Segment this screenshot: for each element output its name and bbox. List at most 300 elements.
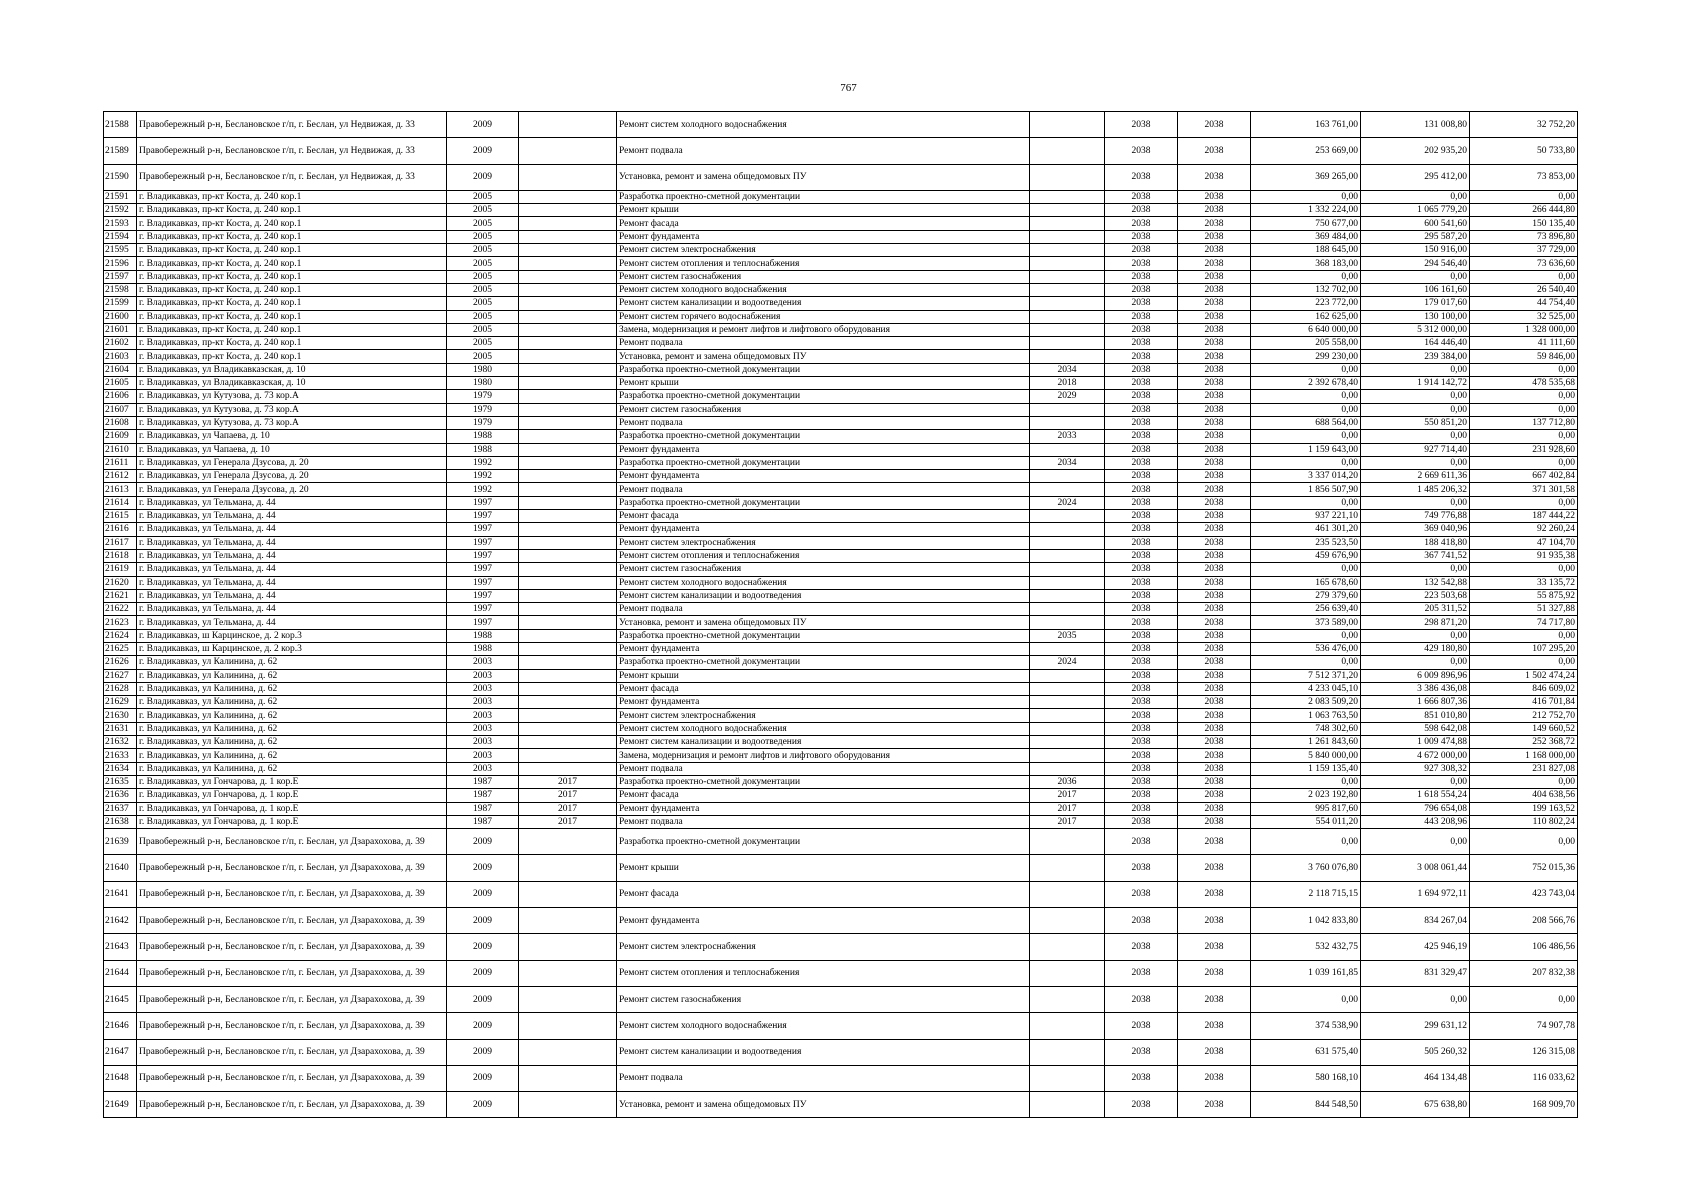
cell-address: г. Владикавказ, ул Тельмана, д. 44	[137, 616, 447, 629]
cell-total-cost: 1 039 161,85	[1251, 960, 1361, 986]
cell-build-year: 1988	[447, 443, 519, 456]
cell-build-year: 2005	[447, 310, 519, 323]
cell-work-type: Ремонт систем отопления и теплоснабжения	[617, 549, 1030, 562]
table-row	[104, 430, 1578, 443]
cell-work-type: Разработка проектно-сметной документации	[617, 390, 1030, 403]
cell-build-year: 2009	[447, 112, 519, 138]
cell-work-type: Ремонт подвала	[617, 603, 1030, 616]
cell-id: 21591	[104, 190, 137, 203]
cell-start-year: 2038	[1105, 244, 1178, 257]
cell-fund-cost: 205 311,52	[1361, 603, 1470, 616]
cell-address: г. Владикавказ, ул Чапаева, д. 10	[137, 443, 447, 456]
cell-build-year: 1997	[447, 576, 519, 589]
cell-work-type: Ремонт систем электроснабжения	[617, 536, 1030, 549]
cell-last-repair-year	[519, 1039, 617, 1065]
cell-last-repair-year	[519, 510, 617, 523]
cell-address: Правобережный р-н, Беслановское г/п, г. Беслан, ул Дзарахохова, д. 39	[137, 960, 447, 986]
cell-address: Правобережный р-н, Беслановское г/п, г. Беслан, ул Дзарахохова, д. 39	[137, 1065, 447, 1091]
cell-total-cost: 4 233 045,10	[1251, 682, 1361, 695]
cell-work-type: Ремонт систем газоснабжения	[617, 563, 1030, 576]
cell-fund-cost: 443 208,96	[1361, 815, 1470, 828]
cell-start-year: 2038	[1105, 363, 1178, 376]
cell-owner-cost: 107 295,20	[1470, 642, 1578, 655]
cell-end-year: 2038	[1178, 138, 1251, 164]
page-number: 767	[840, 82, 857, 94]
cell-address: Правобережный р-н, Беслановское г/п, г. Беслан, ул Дзарахохова, д. 39	[137, 855, 447, 881]
cell-planned-year	[1030, 270, 1105, 283]
cell-work-type: Ремонт фундамента	[617, 230, 1030, 243]
cell-work-type: Ремонт систем холодного водоснабжения	[617, 576, 1030, 589]
cell-planned-year: 2024	[1030, 496, 1105, 509]
cell-planned-year	[1030, 138, 1105, 164]
cell-id: 21610	[104, 443, 137, 456]
cell-owner-cost: 0,00	[1470, 390, 1578, 403]
cell-start-year: 2038	[1105, 496, 1178, 509]
cell-id: 21641	[104, 881, 137, 907]
cell-last-repair-year	[519, 589, 617, 602]
cell-build-year: 1997	[447, 563, 519, 576]
cell-planned-year: 2017	[1030, 789, 1105, 802]
cell-planned-year	[1030, 323, 1105, 336]
cell-end-year: 2038	[1178, 217, 1251, 230]
cell-start-year: 2038	[1105, 403, 1178, 416]
cell-start-year: 2038	[1105, 456, 1178, 469]
cell-id: 21614	[104, 496, 137, 509]
cell-fund-cost: 0,00	[1361, 430, 1470, 443]
cell-fund-cost: 0,00	[1361, 775, 1470, 788]
cell-fund-cost: 3 386 436,08	[1361, 682, 1470, 695]
cell-last-repair-year	[519, 257, 617, 270]
cell-work-type: Ремонт фундамента	[617, 642, 1030, 655]
cell-address: г. Владикавказ, ул Калинина, д. 62	[137, 669, 447, 682]
cell-last-repair-year	[519, 549, 617, 562]
cell-owner-cost: 207 832,38	[1470, 960, 1578, 986]
cell-owner-cost: 92 260,24	[1470, 523, 1578, 536]
cell-work-type: Ремонт подвала	[617, 1065, 1030, 1091]
cell-fund-cost: 367 741,52	[1361, 549, 1470, 562]
cell-total-cost: 0,00	[1251, 629, 1361, 642]
cell-last-repair-year	[519, 390, 617, 403]
cell-owner-cost: 0,00	[1470, 829, 1578, 855]
table-row	[104, 230, 1578, 243]
cell-end-year: 2038	[1178, 283, 1251, 296]
cell-end-year: 2038	[1178, 855, 1251, 881]
cell-owner-cost: 50 733,80	[1470, 138, 1578, 164]
cell-planned-year	[1030, 230, 1105, 243]
cell-build-year: 2005	[447, 337, 519, 350]
cell-total-cost: 3 760 076,80	[1251, 855, 1361, 881]
cell-end-year: 2038	[1178, 815, 1251, 828]
cell-last-repair-year	[519, 416, 617, 429]
cell-work-type: Ремонт систем холодного водоснабжения	[617, 722, 1030, 735]
cell-owner-cost: 0,00	[1470, 775, 1578, 788]
cell-last-repair-year	[519, 616, 617, 629]
cell-total-cost: 369 484,00	[1251, 230, 1361, 243]
table-row	[104, 350, 1578, 363]
cell-address: Правобережный р-н, Беслановское г/п, г. Беслан, ул Дзарахохова, д. 39	[137, 1092, 447, 1118]
cell-build-year: 2009	[447, 960, 519, 986]
cell-id: 21599	[104, 297, 137, 310]
cell-total-cost: 162 625,00	[1251, 310, 1361, 323]
cell-address: г. Владикавказ, ул Владикавказская, д. 10	[137, 363, 447, 376]
cell-total-cost: 2 023 192,80	[1251, 789, 1361, 802]
cell-end-year: 2038	[1178, 1039, 1251, 1065]
cell-id: 21612	[104, 470, 137, 483]
cell-work-type: Ремонт систем канализации и водоотведения	[617, 297, 1030, 310]
cell-work-type: Ремонт систем отопления и теплоснабжения	[617, 960, 1030, 986]
cell-build-year: 2005	[447, 257, 519, 270]
cell-owner-cost: 41 111,60	[1470, 337, 1578, 350]
cell-start-year: 2038	[1105, 815, 1178, 828]
cell-start-year: 2038	[1105, 430, 1178, 443]
cell-build-year: 2005	[447, 270, 519, 283]
cell-planned-year: 2017	[1030, 802, 1105, 815]
cell-fund-cost: 0,00	[1361, 629, 1470, 642]
cell-work-type: Установка, ремонт и замена общедомовых ПУ	[617, 350, 1030, 363]
cell-fund-cost: 0,00	[1361, 456, 1470, 469]
cell-build-year: 2005	[447, 204, 519, 217]
cell-work-type: Ремонт подвала	[617, 483, 1030, 496]
cell-address: Правобережный р-н, Беслановское г/п, г. Беслан, ул Дзарахохова, д. 39	[137, 986, 447, 1012]
table-row	[104, 682, 1578, 695]
cell-planned-year: 2033	[1030, 430, 1105, 443]
cell-id: 21622	[104, 603, 137, 616]
cell-total-cost: 373 589,00	[1251, 616, 1361, 629]
cell-address: г. Владикавказ, ш Карцинское, д. 2 кор.3	[137, 629, 447, 642]
cell-end-year: 2038	[1178, 337, 1251, 350]
cell-id: 21611	[104, 456, 137, 469]
cell-work-type: Замена, модернизация и ремонт лифтов и лифтового оборудования	[617, 749, 1030, 762]
cell-address: Правобережный р-н, Беслановское г/п, г. Беслан, ул Дзарахохова, д. 39	[137, 881, 447, 907]
cell-fund-cost: 505 260,32	[1361, 1039, 1470, 1065]
cell-id: 21596	[104, 257, 137, 270]
cell-start-year: 2038	[1105, 536, 1178, 549]
cell-fund-cost: 0,00	[1361, 656, 1470, 669]
cell-end-year: 2038	[1178, 736, 1251, 749]
cell-last-repair-year	[519, 709, 617, 722]
cell-last-repair-year	[519, 190, 617, 203]
cell-total-cost: 459 676,90	[1251, 549, 1361, 562]
cell-end-year: 2038	[1178, 323, 1251, 336]
cell-owner-cost: 26 540,40	[1470, 283, 1578, 296]
cell-address: г. Владикавказ, ш Карцинское, д. 2 кор.3	[137, 642, 447, 655]
cell-end-year: 2038	[1178, 204, 1251, 217]
cell-work-type: Ремонт систем отопления и теплоснабжения	[617, 257, 1030, 270]
cell-work-type: Ремонт систем холодного водоснабжения	[617, 1013, 1030, 1039]
cell-total-cost: 461 301,20	[1251, 523, 1361, 536]
cell-last-repair-year	[519, 762, 617, 775]
cell-end-year: 2038	[1178, 297, 1251, 310]
cell-address: г. Владикавказ, ул Тельмана, д. 44	[137, 496, 447, 509]
cell-end-year: 2038	[1178, 829, 1251, 855]
cell-fund-cost: 1 009 474,88	[1361, 736, 1470, 749]
cell-address: Правобережный р-н, Беслановское г/п, г. Беслан, ул Дзарахохова, д. 39	[137, 908, 447, 934]
cell-fund-cost: 130 100,00	[1361, 310, 1470, 323]
cell-total-cost: 0,00	[1251, 190, 1361, 203]
cell-id: 21615	[104, 510, 137, 523]
cell-work-type: Ремонт крыши	[617, 669, 1030, 682]
cell-start-year: 2038	[1105, 960, 1178, 986]
cell-planned-year: 2036	[1030, 775, 1105, 788]
cell-start-year: 2038	[1105, 257, 1178, 270]
cell-id: 21595	[104, 244, 137, 257]
table-row	[104, 815, 1578, 828]
cell-address: г. Владикавказ, пр-кт Коста, д. 240 кор.1	[137, 204, 447, 217]
cell-owner-cost: 199 163,52	[1470, 802, 1578, 815]
cell-work-type: Разработка проектно-сметной документации	[617, 775, 1030, 788]
cell-id: 21636	[104, 789, 137, 802]
cell-address: г. Владикавказ, ул Гончарова, д. 1 кор.Е	[137, 789, 447, 802]
table-body	[104, 112, 1578, 1118]
cell-owner-cost: 73 853,00	[1470, 164, 1578, 190]
cell-total-cost: 532 432,75	[1251, 934, 1361, 960]
cell-planned-year: 2035	[1030, 629, 1105, 642]
cell-work-type: Ремонт фундамента	[617, 802, 1030, 815]
cell-work-type: Ремонт систем холодного водоснабжения	[617, 112, 1030, 138]
cell-owner-cost: 74 907,78	[1470, 1013, 1578, 1039]
cell-id: 21637	[104, 802, 137, 815]
cell-address: г. Владикавказ, ул Тельмана, д. 44	[137, 576, 447, 589]
cell-id: 21616	[104, 523, 137, 536]
cell-build-year: 2005	[447, 350, 519, 363]
cell-work-type: Разработка проектно-сметной документации	[617, 190, 1030, 203]
table-row	[104, 112, 1578, 138]
cell-build-year: 2003	[447, 736, 519, 749]
cell-start-year: 2038	[1105, 217, 1178, 230]
cell-start-year: 2038	[1105, 669, 1178, 682]
cell-planned-year	[1030, 403, 1105, 416]
cell-planned-year	[1030, 297, 1105, 310]
cell-owner-cost: 73 636,60	[1470, 257, 1578, 270]
cell-fund-cost: 927 308,32	[1361, 762, 1470, 775]
cell-address: г. Владикавказ, ул Генерала Дзусова, д. 20	[137, 456, 447, 469]
table-row	[104, 855, 1578, 881]
table-row	[104, 722, 1578, 735]
cell-address: г. Владикавказ, пр-кт Коста, д. 240 кор.1	[137, 230, 447, 243]
cell-address: Правобережный р-н, Беслановское г/п, г. Беслан, ул Дзарахохова, д. 39	[137, 1039, 447, 1065]
cell-last-repair-year	[519, 363, 617, 376]
cell-total-cost: 748 302,60	[1251, 722, 1361, 735]
cell-build-year: 2003	[447, 749, 519, 762]
cell-fund-cost: 106 161,60	[1361, 283, 1470, 296]
cell-id: 21617	[104, 536, 137, 549]
cell-id: 21613	[104, 483, 137, 496]
cell-build-year: 1987	[447, 815, 519, 828]
cell-build-year: 2009	[447, 1065, 519, 1091]
cell-work-type: Установка, ремонт и замена общедомовых ПУ	[617, 616, 1030, 629]
cell-fund-cost: 294 546,40	[1361, 257, 1470, 270]
cell-build-year: 2009	[447, 829, 519, 855]
cell-address: Правобережный р-н, Беслановское г/п, г. Беслан, ул Недвижая, д. 33	[137, 138, 447, 164]
cell-owner-cost: 0,00	[1470, 403, 1578, 416]
cell-owner-cost: 252 368,72	[1470, 736, 1578, 749]
cell-address: г. Владикавказ, пр-кт Коста, д. 240 кор.1	[137, 350, 447, 363]
cell-start-year: 2038	[1105, 589, 1178, 602]
cell-start-year: 2038	[1105, 696, 1178, 709]
cell-end-year: 2038	[1178, 603, 1251, 616]
cell-fund-cost: 0,00	[1361, 403, 1470, 416]
cell-last-repair-year	[519, 337, 617, 350]
cell-address: г. Владикавказ, ул Чапаева, д. 10	[137, 430, 447, 443]
cell-owner-cost: 0,00	[1470, 270, 1578, 283]
cell-build-year: 2009	[447, 986, 519, 1012]
cell-last-repair-year	[519, 523, 617, 536]
cell-fund-cost: 1 694 972,11	[1361, 881, 1470, 907]
cell-end-year: 2038	[1178, 310, 1251, 323]
cell-address: г. Владикавказ, ул Гончарова, д. 1 кор.Е	[137, 802, 447, 815]
cell-work-type: Ремонт систем канализации и водоотведения	[617, 1039, 1030, 1065]
cell-last-repair-year	[519, 230, 617, 243]
cell-planned-year: 2017	[1030, 815, 1105, 828]
table-row	[104, 283, 1578, 296]
table-row	[104, 510, 1578, 523]
table-row	[104, 908, 1578, 934]
cell-end-year: 2038	[1178, 403, 1251, 416]
cell-fund-cost: 0,00	[1361, 496, 1470, 509]
cell-build-year: 2009	[447, 164, 519, 190]
cell-address: г. Владикавказ, ул Калинина, д. 62	[137, 656, 447, 669]
cell-owner-cost: 32 525,00	[1470, 310, 1578, 323]
cell-total-cost: 580 168,10	[1251, 1065, 1361, 1091]
cell-owner-cost: 0,00	[1470, 563, 1578, 576]
cell-work-type: Разработка проектно-сметной документации	[617, 363, 1030, 376]
cell-planned-year	[1030, 536, 1105, 549]
cell-id: 21639	[104, 829, 137, 855]
cell-owner-cost: 110 802,24	[1470, 815, 1578, 828]
cell-start-year: 2038	[1105, 523, 1178, 536]
cell-start-year: 2038	[1105, 908, 1178, 934]
table-row	[104, 443, 1578, 456]
cell-id: 21592	[104, 204, 137, 217]
cell-address: Правобережный р-н, Беслановское г/п, г. Беслан, ул Недвижая, д. 33	[137, 112, 447, 138]
table-row	[104, 483, 1578, 496]
cell-end-year: 2038	[1178, 430, 1251, 443]
table-row	[104, 576, 1578, 589]
cell-planned-year	[1030, 576, 1105, 589]
cell-address: Правобережный р-н, Беслановское г/п, г. Беслан, ул Недвижая, д. 33	[137, 164, 447, 190]
cell-start-year: 2038	[1105, 563, 1178, 576]
cell-start-year: 2038	[1105, 855, 1178, 881]
cell-build-year: 2005	[447, 230, 519, 243]
cell-last-repair-year	[519, 217, 617, 230]
cell-work-type: Ремонт систем электроснабжения	[617, 709, 1030, 722]
cell-fund-cost: 179 017,60	[1361, 297, 1470, 310]
cell-fund-cost: 0,00	[1361, 829, 1470, 855]
cell-id: 21601	[104, 323, 137, 336]
cell-total-cost: 631 575,40	[1251, 1039, 1361, 1065]
cell-end-year: 2038	[1178, 190, 1251, 203]
cell-id: 21635	[104, 775, 137, 788]
cell-last-repair-year	[519, 642, 617, 655]
cell-start-year: 2038	[1105, 749, 1178, 762]
cell-id: 21588	[104, 112, 137, 138]
cell-id: 21640	[104, 855, 137, 881]
table-row	[104, 1065, 1578, 1091]
cell-planned-year: 2018	[1030, 377, 1105, 390]
cell-address: г. Владикавказ, пр-кт Коста, д. 240 кор.1	[137, 323, 447, 336]
cell-start-year: 2038	[1105, 377, 1178, 390]
cell-build-year: 1979	[447, 416, 519, 429]
cell-build-year: 2003	[447, 656, 519, 669]
table-row	[104, 881, 1578, 907]
cell-work-type: Ремонт фасада	[617, 510, 1030, 523]
cell-work-type: Ремонт крыши	[617, 855, 1030, 881]
cell-last-repair-year	[519, 696, 617, 709]
cell-owner-cost: 168 909,70	[1470, 1092, 1578, 1118]
table-row	[104, 204, 1578, 217]
cell-owner-cost: 416 701,84	[1470, 696, 1578, 709]
cell-owner-cost: 47 104,70	[1470, 536, 1578, 549]
cell-work-type: Ремонт подвала	[617, 416, 1030, 429]
cell-last-repair-year	[519, 908, 617, 934]
cell-start-year: 2038	[1105, 270, 1178, 283]
cell-planned-year: 2024	[1030, 656, 1105, 669]
cell-fund-cost: 0,00	[1361, 190, 1470, 203]
cell-last-repair-year	[519, 204, 617, 217]
cell-owner-cost: 404 638,56	[1470, 789, 1578, 802]
cell-id: 21648	[104, 1065, 137, 1091]
cell-fund-cost: 131 008,80	[1361, 112, 1470, 138]
cell-end-year: 2038	[1178, 629, 1251, 642]
cell-start-year: 2038	[1105, 549, 1178, 562]
cell-last-repair-year	[519, 403, 617, 416]
cell-start-year: 2038	[1105, 337, 1178, 350]
cell-build-year: 2005	[447, 190, 519, 203]
cell-total-cost: 1 332 224,00	[1251, 204, 1361, 217]
cell-planned-year	[1030, 603, 1105, 616]
cell-build-year: 2009	[447, 855, 519, 881]
table-row	[104, 696, 1578, 709]
cell-id: 21632	[104, 736, 137, 749]
cell-last-repair-year	[519, 470, 617, 483]
cell-end-year: 2038	[1178, 881, 1251, 907]
cell-planned-year	[1030, 443, 1105, 456]
cell-id: 21589	[104, 138, 137, 164]
cell-work-type: Ремонт систем холодного водоснабжения	[617, 283, 1030, 296]
cell-owner-cost: 0,00	[1470, 629, 1578, 642]
cell-total-cost: 369 265,00	[1251, 164, 1361, 190]
cell-end-year: 2038	[1178, 960, 1251, 986]
cell-end-year: 2038	[1178, 986, 1251, 1012]
table-row	[104, 1092, 1578, 1118]
cell-last-repair-year: 2017	[519, 802, 617, 815]
cell-total-cost: 163 761,00	[1251, 112, 1361, 138]
cell-owner-cost: 1 168 000,00	[1470, 749, 1578, 762]
table-row	[104, 709, 1578, 722]
cell-fund-cost: 0,00	[1361, 363, 1470, 376]
cell-total-cost: 0,00	[1251, 496, 1361, 509]
cell-total-cost: 1 042 833,80	[1251, 908, 1361, 934]
table-row	[104, 1013, 1578, 1039]
cell-start-year: 2038	[1105, 986, 1178, 1012]
cell-end-year: 2038	[1178, 536, 1251, 549]
cell-build-year: 2005	[447, 217, 519, 230]
cell-id: 21618	[104, 549, 137, 562]
cell-id: 21633	[104, 749, 137, 762]
cell-total-cost: 188 645,00	[1251, 244, 1361, 257]
cell-end-year: 2038	[1178, 789, 1251, 802]
cell-build-year: 2003	[447, 762, 519, 775]
cell-start-year: 2038	[1105, 470, 1178, 483]
cell-last-repair-year	[519, 629, 617, 642]
cell-work-type: Ремонт подвала	[617, 815, 1030, 828]
cell-start-year: 2038	[1105, 297, 1178, 310]
cell-start-year: 2038	[1105, 443, 1178, 456]
cell-build-year: 2003	[447, 722, 519, 735]
cell-owner-cost: 752 015,36	[1470, 855, 1578, 881]
cell-total-cost: 0,00	[1251, 363, 1361, 376]
cell-planned-year	[1030, 881, 1105, 907]
